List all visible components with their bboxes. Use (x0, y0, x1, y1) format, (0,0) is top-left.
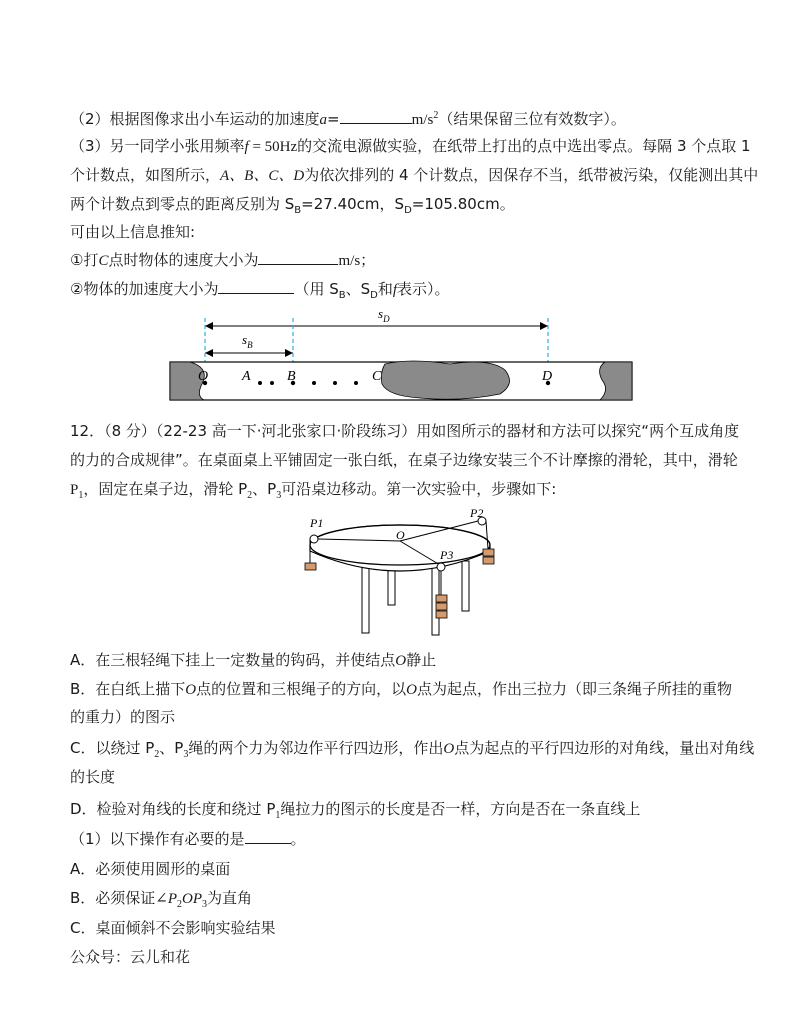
step-B-2: 的重力）的图示 (70, 708, 176, 726)
point-O: O (198, 369, 209, 384)
answer-blank[interactable] (340, 109, 412, 124)
table-pulley-figure (290, 505, 510, 645)
label-P1: P1 (310, 516, 324, 530)
label-P2: P2 (470, 506, 484, 520)
sub1-question: （1）以下操作有必要的是 。 (70, 830, 306, 848)
q12-line-3: $P_1$，固定在桌子边，滑轮 $P_2$、$P_3$可沿桌边移动。第一次实验中，步骤如下: (70, 480, 557, 501)
sub1-option-C: C．桌面倾斜不会影响实验结果 (70, 919, 276, 937)
label-P3: P3 (440, 548, 454, 562)
answer-blank[interactable] (258, 250, 338, 265)
point-A: A (242, 369, 251, 384)
q2-line: （2）根据图像求出小车运动的加速度$a= m/s^2$（结果保留三位有效数字）。 (70, 110, 626, 128)
step-C-1: C．以绕过 $P_2$、$P_3$绳的两个力为邻边作平行四边形，作出O点为起点的平行四边形的对角线，量出对角线 (70, 739, 755, 760)
q3-infer: 可由以上信息推知: (70, 223, 196, 241)
q3-sub2: ②物体的加速度大小为 （用 $S_B$、$S_D$和f表示）。 (70, 280, 450, 301)
point-D: D (542, 369, 553, 384)
footer-watermark: 公众号：云儿和花 (70, 948, 191, 966)
step-B-1: B．在白纸上描下O点的位置和三根绳子的方向，以O点为起点，作出三拉力（即三条绳子所挂的重物 (70, 680, 733, 698)
q3-line-3: 两个计数点到零点的距离反别为 $S_B=27.40cm$，$S_D=105.80cm$。 (70, 195, 515, 216)
answer-blank[interactable] (218, 279, 294, 294)
paper-tape-figure (160, 304, 640, 404)
q3-line-2: 个计数点，如图所示，A、B、C、D为依次排列的 4 个计数点，因保存不当，纸带被污染，仅能测出其中 (70, 166, 759, 184)
label-O: O (396, 528, 405, 542)
q12-line-2: 的力的合成规律”。在桌面桌上平铺固定一张白纸，在桌子边缘安装三个不计摩擦的滑轮，其中，滑轮 (70, 451, 738, 469)
step-A: A．在三根轻绳下挂上一定数量的钩码，并使结点O静止 (70, 651, 437, 669)
point-B: B (287, 369, 296, 384)
answer-blank[interactable] (245, 829, 291, 844)
sD-label: $s_D$ (378, 306, 390, 324)
sub1-option-A: A．必须使用圆形的桌面 (70, 860, 231, 878)
step-C-2: 的长度 (70, 768, 116, 786)
q12-line-1: 12．（8 分）（22-23 高一下·河北张家口·阶段练习）用如图所示的器材和方法可以探究“两个互成角度 (70, 422, 740, 440)
q3-line-1: （3）另一同学小张用频率f = 50Hz的交流电源做实验，在纸带上打出的点中选出零点。每隔 3 个点取 1 (70, 137, 751, 155)
step-D: D．检验对角线的长度和绕过 $P_1$绳拉力的图示的长度是否一样，方向是否在一条直线上 (70, 800, 641, 821)
point-C: C (372, 369, 382, 384)
sB-label: $s_B$ (242, 332, 253, 350)
q3-sub1: ①打C点时物体的速度大小为 m/s； (70, 251, 376, 269)
sub1-option-B: B．必须保证$\angle P_2OP_3$为直角 (70, 889, 253, 910)
